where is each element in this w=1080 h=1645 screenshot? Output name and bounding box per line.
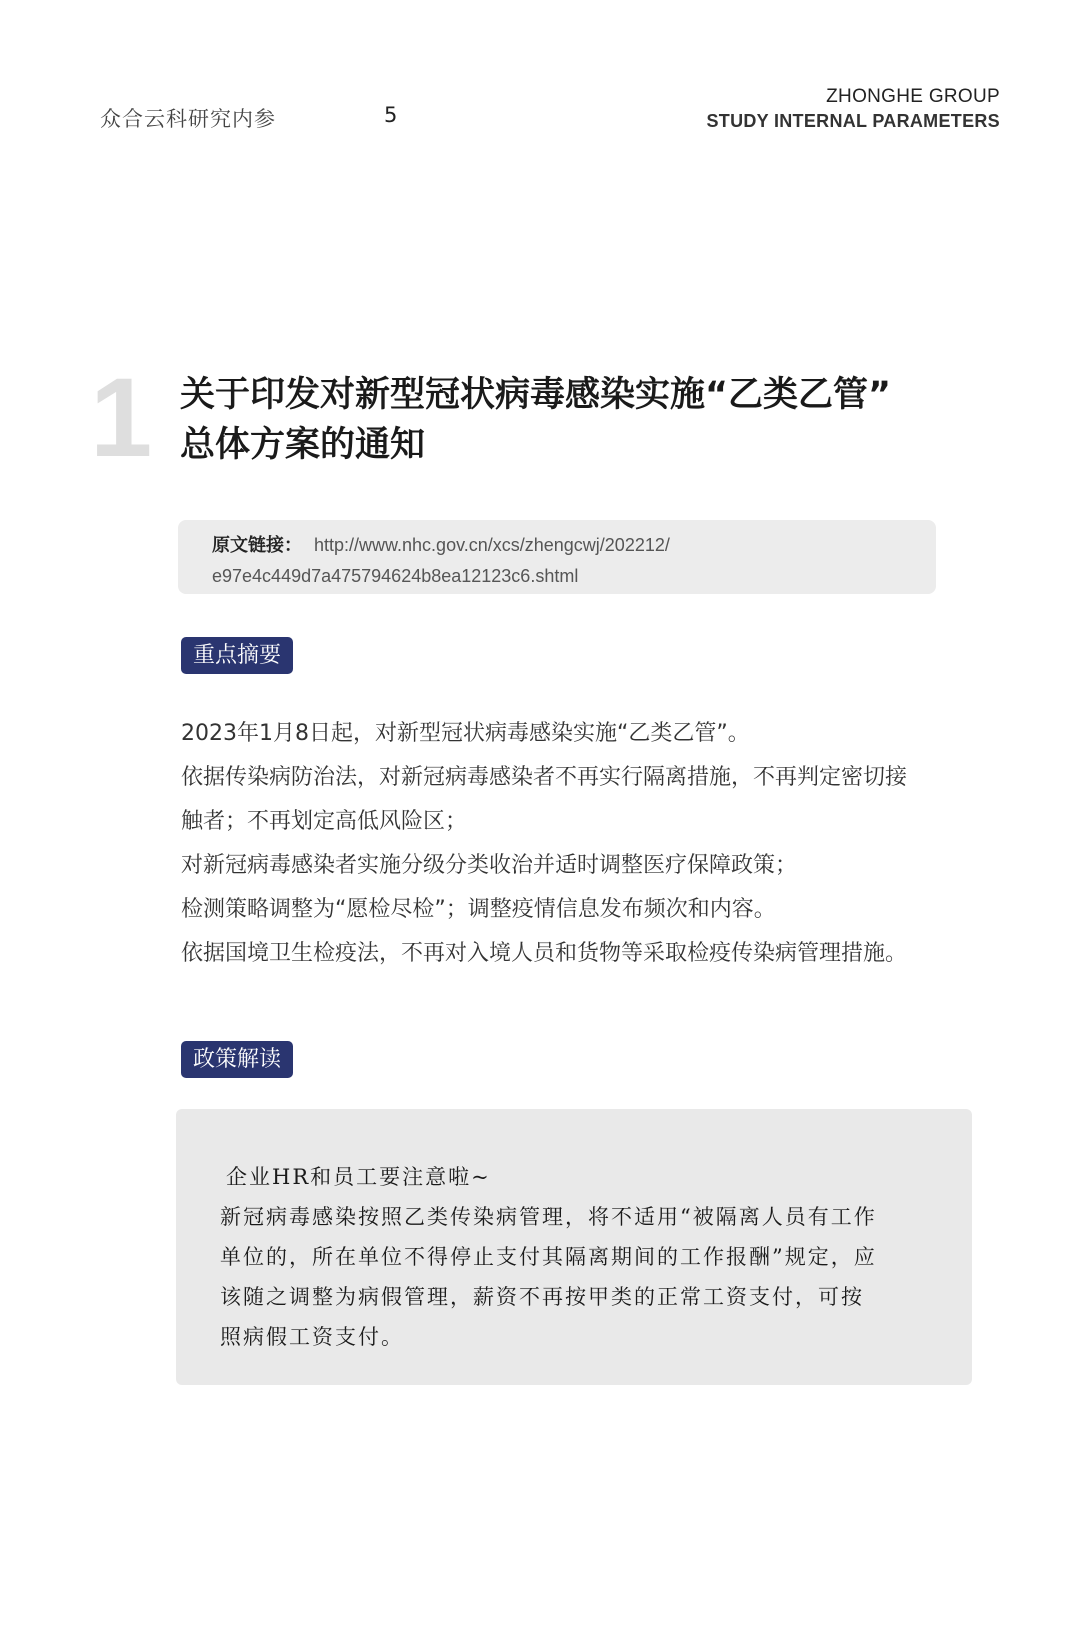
source-link-box xyxy=(178,520,936,594)
source-link-url-part2[interactable]: e97e4c449d7a475794624b8ea12123c6.shtml xyxy=(212,566,579,586)
policy-line: 新冠病毒感染按照乙类传染病管理，将不适用“被隔离人员有工作 xyxy=(220,1205,877,1229)
policy-greeting: 企业HR和员工要注意啦~ xyxy=(226,1165,491,1189)
source-link-label: 原文链接： xyxy=(212,535,302,556)
summary-tag: 重点摘要 xyxy=(181,637,293,674)
title-line-2: 总体方案的通知 xyxy=(180,425,426,465)
title-line-1: 关于印发对新型冠状病毒感染实施“乙类乙管” xyxy=(180,375,892,415)
policy-line: 照病假工资支付。 xyxy=(220,1325,404,1349)
section-number: 1 xyxy=(90,355,153,480)
page-title xyxy=(180,370,960,470)
summary-line: 对新冠病毒感染者实施分级分类收治并适时调整医疗保障政策； xyxy=(181,853,798,878)
brand-subtitle: STUDY INTERNAL PARAMETERS xyxy=(706,111,1000,131)
brand-block xyxy=(706,86,1000,132)
page-number: 5 xyxy=(384,103,398,127)
policy-line: 单位的，所在单位不得停止支付其隔离期间的工作报酬”规定，应 xyxy=(220,1245,877,1269)
brand-name: ZHONGHE GROUP xyxy=(826,86,1000,107)
policy-line: 该随之调整为病假管理，薪资不再按甲类的正常工资支付，可按 xyxy=(220,1285,864,1309)
summary-text xyxy=(181,712,971,976)
summary-line: 检测策略调整为“愿检尽检”；调整疫情信息发布频次和内容。 xyxy=(181,897,776,922)
summary-line: 依据传染病防治法，对新冠病毒感染者不再实行隔离措施，不再判定密切接 xyxy=(181,765,908,790)
policy-note-box xyxy=(176,1109,972,1385)
source-link-url-part1[interactable]: http://www.nhc.gov.cn/xcs/zhengcwj/202212/ xyxy=(314,535,670,555)
summary-line: 2023年1月8日起，对新型冠状病毒感染实施“乙类乙管”。 xyxy=(181,721,750,746)
policy-tag: 政策解读 xyxy=(181,1041,293,1078)
publication-title: 众合云科研究内参 xyxy=(100,107,276,131)
summary-line: 触者；不再划定高低风险区； xyxy=(181,809,468,834)
summary-line: 依据国境卫生检疫法，不再对入境人员和货物等采取检疫传染病管理措施。 xyxy=(181,941,908,966)
